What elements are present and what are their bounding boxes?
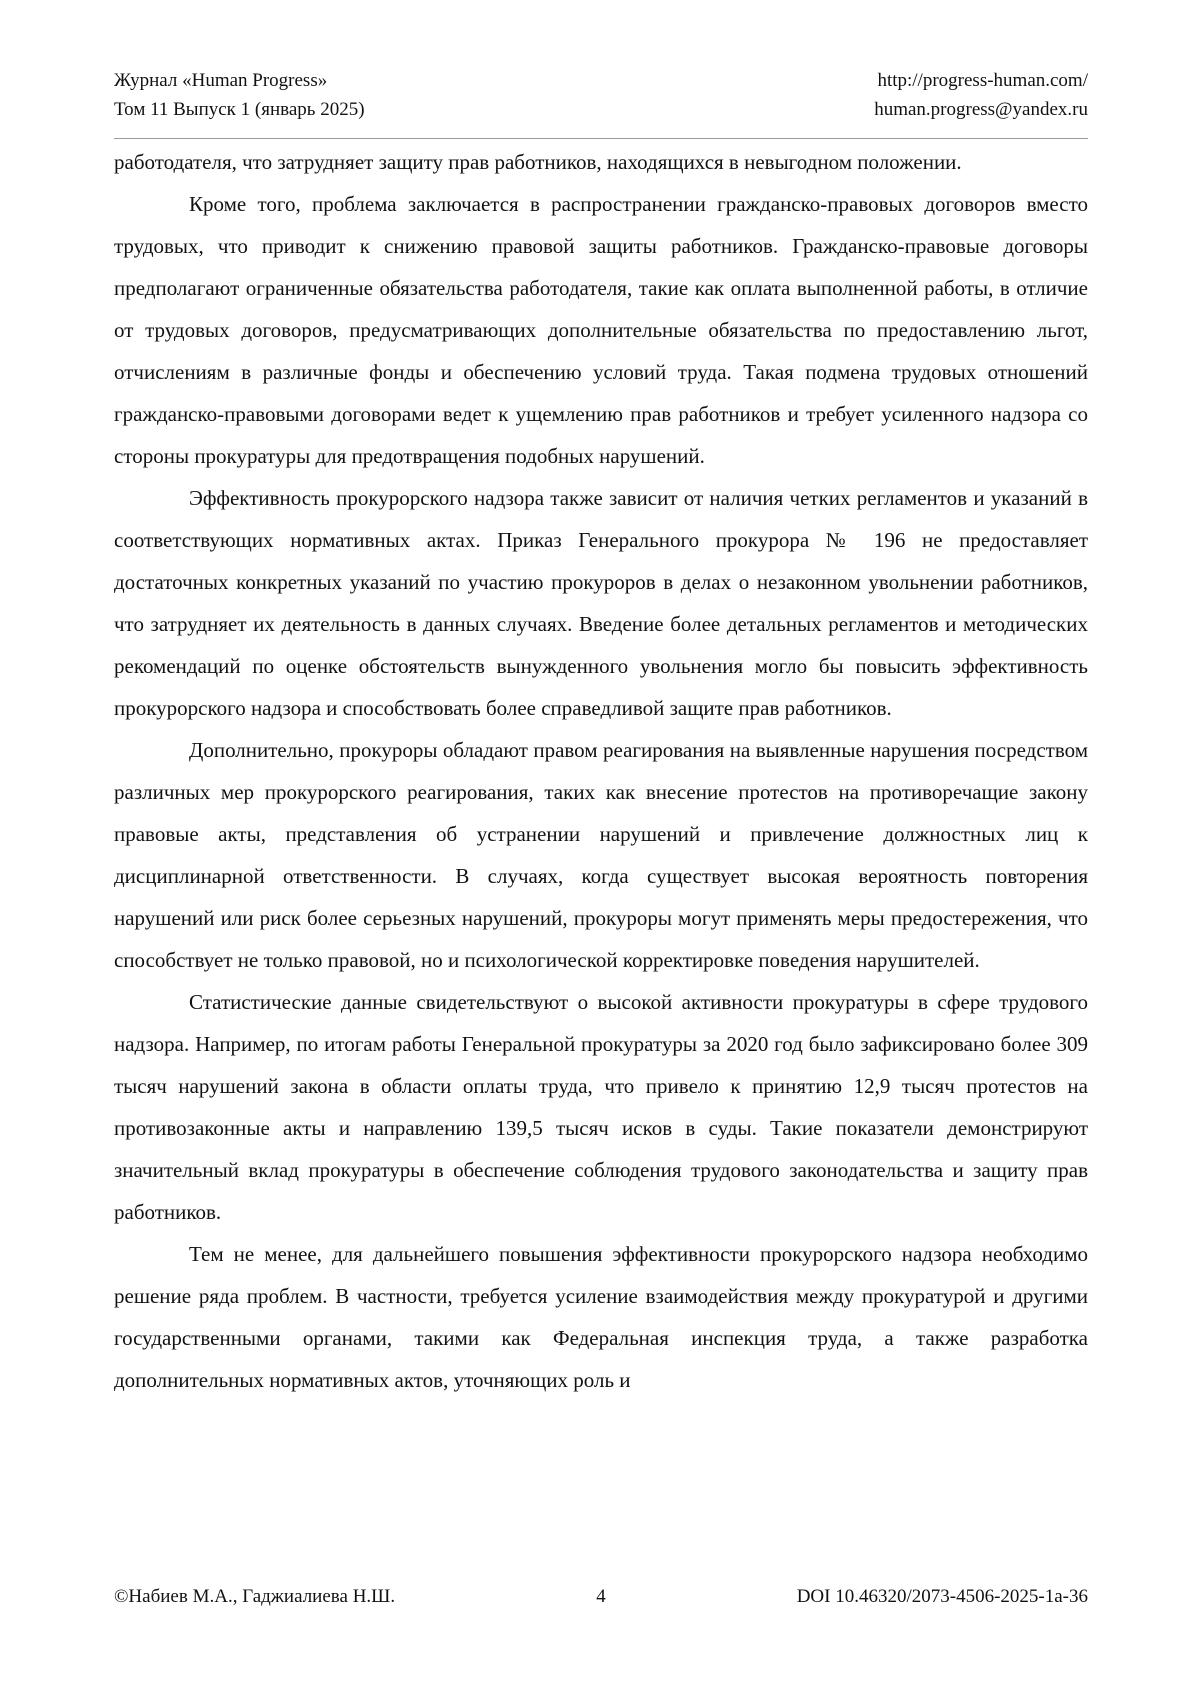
header-divider [114,138,1088,139]
paragraph: Кроме того, проблема заключается в распространении гражданско-правовых договоров вместо трудовых, что приводит к снижению правовой защиты работников. Гражданско-правовые договоры предполагают ограниченные обязательства работодателя, такие как оплата выполненной работы, в отличие от трудовых договоров, предусматривающих дополнительные обязательства по предоставлению льгот, отчислениям в различные фонды и обеспечению условий труда. Такая подмена трудовых отношений гражданско-правовыми договорами ведет к ущемлению прав работников и требует усиленного надзора со стороны прокуратуры для предотвращения подобных нарушений. [114,192,1088,468]
copyright-authors: ©Набиев М.А., Гаджиалиева Н.Ш. [114,1586,396,1607]
paragraph: Дополнительно, прокуроры обладают правом реагирования на выявленные нарушения посредством различных мер прокурорского реагирования, таких как внесение протестов на противоречащие закону правовые акты, представления об устранении нарушений и привлечение должностных лиц к дисциплинарной ответственности. В случаях, когда существует высокая вероятность повторения нарушений или риск более серьезных нарушений, прокуроры могут применять меры предостережения, что способствует не только правовой, но и психологической корректировке поведения нарушителей. [114,738,1088,972]
page-header [114,66,1088,128]
paragraph: Эффективность прокурорского надзора также зависит от наличия четких регламентов и указаний в соответствующих нормативных актах. Приказ Генерального прокурора № 196 не предоставляет достаточных конкретных указаний по участию прокуроров в делах о незаконном увольнении работников, что затрудняет их деятельность в данных случаях. Введение более детальных регламентов и методических рекомендаций по оценке обстоятельств вынужденного увольнения могло бы повысить эффективность прокурорского надзора и способствовать более справедливой защите прав работников. [114,486,1088,720]
header-right [874,66,1088,124]
paragraph: Статистические данные свидетельствуют о высокой активности прокуратуры в сфере трудового надзора. Например, по итогам работы Генеральной прокуратуры за 2020 год было зафиксировано более 309 тысяч нарушений закона в области оплаты труда, что привело к принятию 12,9 тысяч протестов на противозаконные акты и направлению 139,5 тысяч исков в суды. Такие показатели демонстрируют значительный вклад прокуратуры в обеспечение соблюдения трудового законодательства и защиту прав работников. [114,990,1088,1224]
journal-email-link[interactable]: human.progress@yandex.ru [874,99,1088,120]
article-body [114,141,1088,1401]
issue-info: Том 11 Выпуск 1 (январь 2025) [114,99,365,120]
doi-link[interactable]: DOI 10.46320/2073-4506-2025-1a-36 [796,1586,1088,1607]
journal-website-link[interactable]: http://progress-human.com/ [877,70,1088,91]
page-footer [114,1582,1088,1612]
paragraph: Тем не менее, для дальнейшего повышения эффективности прокурорского надзора необходимо решение ряда проблем. В частности, требуется усиление взаимодействия между прокуратурой и другими государственными органами, такими как Федеральная инспекция труда, а также разработка дополнительных нормативных актов, уточняющих роль и [114,1242,1088,1392]
paragraph-continuation: работодателя, что затрудняет защиту прав работников, находящихся в невыгодном положении. [114,150,962,174]
page-number: 4 [596,1586,606,1607]
journal-title: Журнал «Human Progress» [114,70,328,91]
header-left [114,66,365,124]
